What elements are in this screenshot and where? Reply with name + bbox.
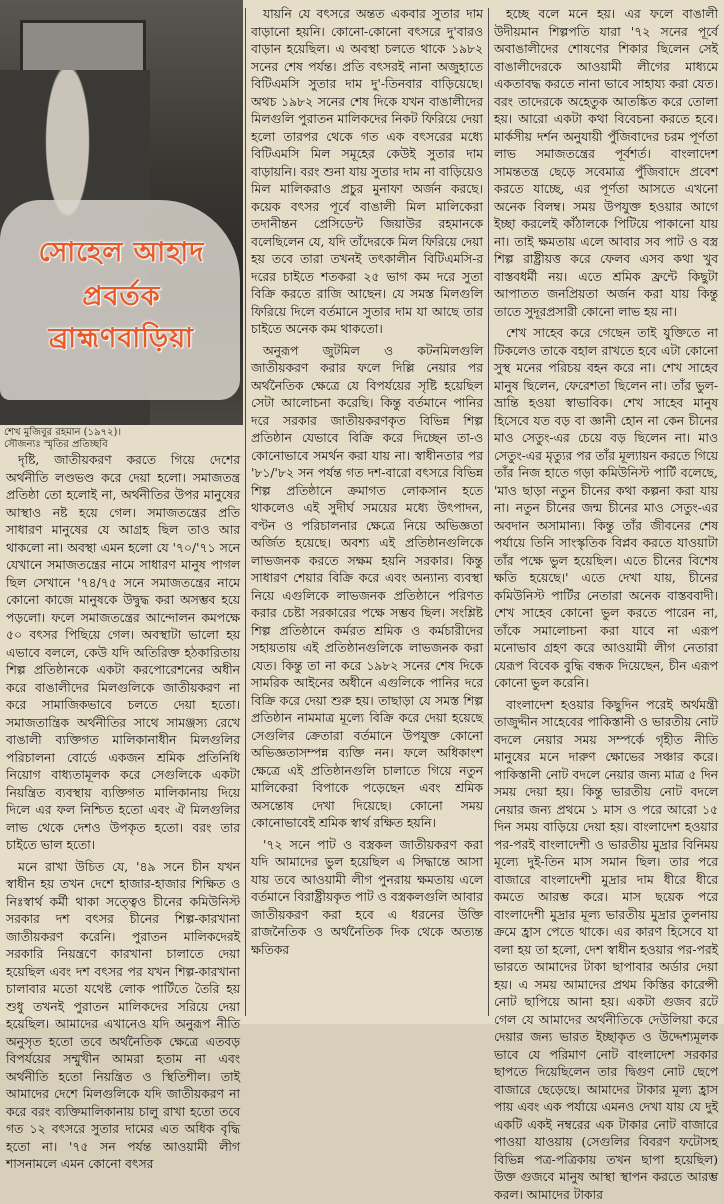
paragraph: যায়নি যে বৎসরে অন্তত একবার সুতার দাম বাড়ানো হয়নি। কোনো-কোনো বৎসরে দু'বারও বাড়ান হয়েছিল। এ অবস্থা চলতে থাকে ১৯৮২ সনের শেষ পর্যন্ত। প্রতি বৎসরই নানা অজুহাতে বিটিএমসি সুতার দাম দু'-তিনবার বাড়িয়েছে। অথচ ১৯৮২ সনের শেষ দিকে যখন বাঙালীদের মিলগুলি পুরাতন মালিকদের নিকট ফিরিয়ে দেয়া হলো তারপর থেকে গত এক বৎসরের মধ্যে বিটিএমসি মিল সমূহের কেউই সুতার দাম বাড়ায়নি। বরং শুনা যায় সুতার দাম না বাড়িয়েও মিল মালিকরাও প্রচুর মুনাফা অর্জন করছে। কয়েক বৎসর পূর্বে বাঙালী মিল মালিকেরা তদানীন্তন প্রেসিডেন্ট জিয়াউর রহমানকে বলেছিলেন যে, যদি তাঁদেরকে মিল ফিরিয়ে দেয়া হয় তবে তারা তখনই তৎকালীন বিটিএমসি-র দরের চাইতে শতকরা ২৫ ভাগ কম দরে সুতা বিক্রি করতে রাজি আছেন। যে সমস্ত মিলগুলি ফিরিয়ে দিলে বর্তমানে সুতার দাম যা আছে তার চাইতে অনেক কম থাকতো। bbox=[251, 6, 483, 339]
caption-line-2: সৌজন্যঃ স্মৃতির প্রতিচ্ছবি bbox=[4, 439, 240, 451]
photo-caption bbox=[4, 427, 240, 451]
paragraph: শেখ সাহেব করে গেছেন তাই যুক্তিতে না টিকলেও তাকে বহাল রাখতে হবে এটা কোনো সুস্থ মনের পরিচয় বহন করে না। শেখ সাহেব মানুষ ছিলেন, ফেরেশতা ছিলেন না। তাঁর ভুল-ভ্রান্তি হওয়া স্বাভাবিক। শেখ সাহেব মানুষ হিসেবে যত বড় বা জ্ঞানী হোন না কেন চীনের মাও সেতুং-এর চেয়ে বড় ছিলেন না। মাও সেতুং-এর মৃত্যুর পর তাঁর মূল্যায়ন করতে গিয়ে তাঁর নিজ হাতে গড়া কমিউনিস্ট পার্টি বলেছে, 'মাও ছাড়া নতুন চীনের কথা কল্পনা করা যায় না। নতুন চীনের জন্ম চীনের মাও সেতুং-এর অবদান অসামান্য। কিন্তু তাঁর জীবনের শেষ পর্যায়ে তিনি সাংস্কৃতিক বিপ্লব করতে যাওয়াটা তাঁর পক্ষে ভুল হয়েছিল। এতে চীনের বিশেষ ক্ষতি হয়েছে।' এতে দেখা যায়, চীনের কমিউনিস্ট পার্টির নেতারা অনেক বাস্তববাদী। শেখ সাহেব কোনো ভুল করতে পারেন না, তাঁকে সমালোচনা করা যাবে না এরূপ মনোভাব গ্রহণ করে আওয়ামী লীগ নেতারা যেরূপ বিবেক বুদ্ধি বন্ধক দিয়েছেন, চীন এরূপ কোনো ভুল করেনি। bbox=[494, 325, 718, 693]
paragraph: হচ্ছে বলে মনে হয়। এর ফলে বাঙালী উদীয়মান শিল্পপতি যারা '৭২ সনের পূর্বে অবাঙালীদের শোষণের শিকার ছিলেন সেই বাঙালীদেরকে আওয়ামী লীগের মাধ্যমে একতাবদ্ধ করতে নানা ভাবে সাহায্য করা যেত। বরং তাদেরকে অহেতুক আতঙ্কিত করে তোলা হয়। আরো একটা কথা বিবেচনা করতে হবে। মার্কসীয় দর্শন অনুযায়ী পুঁজিবাদের চরম পূর্ণতা লাভ সমাজতন্ত্রের পূর্বশর্ত। বাংলাদেশ সামন্ততন্ত্র ছেড়ে সবেমাত্র পুঁজিবাদে প্রবেশ করতে যাচ্ছে, এর পূর্ণতা আসতে এখনো অনেক বিলম্ব। সময় উপযুক্ত হওয়ার আগে ইচ্ছা করলেই কাঁঠালকে পিটিয়ে পাকানো যায় না। তাই ক্ষমতায় এলে আবার সব পাট ও বস্ত্র শিল্প রাষ্ট্রীয়ত্ত করে ফেলব এসব কথা খুব বাস্তবধর্মী নয়। এতে শ্রমিক ফ্রন্টে কিছুটা আপাতত জনপ্রিয়তা অর্জন করা যায় কিন্তু তাতে সুদূরপ্রসারী কোনো লাভ হয় না। bbox=[494, 6, 718, 321]
paragraph: মনে রাখা উচিত যে, '৪৯ সনে চীন যখন স্বাধীন হয় তখন দেশে হাজার-হাজার শিক্ষিত ও নিঃস্বার্থ কর্মী থাকা সত্ত্বেও চীনের কমিউনিস্ট সরকার দশ বৎসর চীনের শিল্প-কারখানা জাতীয়করণ করেনি। পুরাতন মালিকদেরই সরকারি নিয়ন্ত্রণে কারখানা চালাতে দেয়া হয়েছিল এবং দশ বৎসর পর যখন শিল্প-কারখানা চালাবার মতো যথেষ্ট লোক পার্টিতে তৈরি হয় শুধু তখনই পুরাতন মালিকদের সরিয়ে দেয়া হয়েছিল। আমাদের এখানেও যদি অনুরূপ নীতি অনুসৃত হতো তবে অর্থনৈতিক ক্ষেত্রে এতবড় বিপর্যয়ের সম্মুখীন আমরা হতাম না এবং অর্থনীতি হতো নিয়ন্ত্রিত ও স্থিতিশীল। তাই আমাদের দেশে মিলগুলিকে যদি জাতীয়করণ না করে বরং ব্যক্তিমালিকানায় চালু রাখা হতো তবে গত ১২ বৎসরে সুতার দামের এত অধিক বৃদ্ধি হতো না। '৭৫ সন পর্যন্ত আওয়ামী লীগ শাসনামলে এমন কোনো বৎসর bbox=[6, 859, 240, 1174]
portrait-photo bbox=[0, 0, 243, 425]
caption-line-1: শেখ মুজিবুর রহমান (১৯৭২)। bbox=[4, 427, 240, 439]
paragraph: '৭২ সনে পাট ও বস্ত্রকল জাতীয়করণ করা যদি আমাদের ভুল হয়েছিল এ সিদ্ধান্তে আসা যায় তবে আওয়ামী লীগ পুনরায় ক্ষমতায় এলে বর্তমানে বিরাষ্ট্রীয়কৃত পাট ও বস্ত্রকলগুলি আবার জাতীয়করণ করা হবে এ ধরনের উক্তি রাজনৈতিক ও অর্থনৈতিক দিক থেকে অত্যন্ত ক্ষতিকর bbox=[251, 837, 483, 960]
overlay-name: সোহেল আহাদ bbox=[0, 232, 243, 277]
overlay-place: ব্রাহ্মণবাড়িয়া bbox=[0, 318, 243, 363]
paragraph: অনুরূপ জুটমিল ও কটনমিলগুলি জাতীয়করণ করার ফলে দিল্লি নেয়ার পর অর্থনৈতিক ক্ষেত্রে যে বিপর্যয়ের সৃষ্টি হয়েছিল সেটা আলোচনা করেছি। কিন্তু বর্তমানে পানির দরে সরকার জাতীয়করণকৃত বিভিন্ন শিল্প প্রতিষ্ঠান যেভাবে বিক্রি করে দিচ্ছেন তা-ও কোনোভাবে সমর্থন করা যায় না। স্বাধীনতার পর '৮১/'৮২ সন পর্যন্ত গত দশ-বারো বৎসরে বিভিন্ন শিল্প প্রতিষ্ঠানে ক্রমাগত লোকসান হতে থাকলেও এই সুদীর্ঘ সময়ের মধ্যে উৎপাদন, বণ্টন ও পরিচালনার ক্ষেত্রে নিয়ে অভিজ্ঞতা অর্জিত হয়েছে। অবশ্য এই প্রতিষ্ঠানগুলিকে লাভজনক করতে সক্ষম হয়নি সরকার। কিন্তু সাধারণ শেয়ার বিক্রি করে এবং অন্যান্য ব্যবস্থা নিয়ে এগুলিকে লাভজনক প্রতিষ্ঠানে পরিণত করার চেষ্টা সরকারের পক্ষে সম্ভব ছিল। সংশ্লিষ্ট শিল্প প্রতিষ্ঠানে কর্মরত শ্রমিক ও কর্মচারীদের সহায়তায় এই প্রতিষ্ঠানগুলিকে লাভজনক করা যেত। কিন্তু তা না করে ১৯৮২ সনের শেষ দিকে সামরিক আইনের অধীনে এগুলিকে পানির দরে বিক্রি করে দেয়া শুরু হয়। তাছাড়া যে সমস্ত শিল্প প্রতিষ্ঠান নামমাত্র মূল্যে বিক্রি করে দেয়া হয়েছে সেগুলির ক্রেতারা বর্তমানে উপযুক্ত কোনো অভিজ্ঞতাসম্পন্ন ব্যক্তি নন। ফলে অধিকাংশ ক্ষেত্রে এই প্রতিষ্ঠানগুলি চালাতে গিয়ে নতুন মালিকেরা বিপাকে পড়েছেন এবং শ্রমিক অসন্তোষ দেখা দিয়েছে। কোনো সময় কোনোভাবেই শ্রমিক স্বার্থ রক্ষিত হয়নি। bbox=[251, 343, 483, 833]
paragraph: দৃষ্টি, জাতীয়করণ করতে গিয়ে দেশের অর্থনীতি লণ্ডভণ্ড করে দেয়া হলো। সমাজতন্ত্র প্রতিষ্ঠা তো হলোই না, অর্থনীতির উপর মানুষের আস্থাও নষ্ট হয়ে গেল। সমাজতন্ত্রের প্রতি সাধারণ মানুষের যে আগ্রহ ছিল তাও আর থাকলো না। অবস্থা এমন হলো যে '৭০/'৭১ সনে যেখানে সমাজতন্ত্রের নামে সাধারণ মানুষ পাগল ছিল সেখানে '৭৪/৭৫ সনে সমাজতন্ত্রের নামে কোনো কাজে মানুষকে উদ্বুদ্ধ করা অসম্ভব হয়ে পড়লো। ফলে সমাজতন্ত্রের আন্দোলন কমপক্ষে ৫০ বৎসর পিছিয়ে গেল। অবস্থাটা ভালো হয় এভাবে বললে, কেউ যদি অতিরিক্ত হঠকারিতায় শিল্প প্রতিষ্ঠানকে একটা করপোরেশনের অধীন করে বাঙালীদের মিলগুলিকে জাতীয়করণ না করে সামাজিকভাবে চলতে দেয়া হতো। সমাজতান্ত্রিক অর্থনীতির সাথে সামঞ্জস্য রেখে বাঙালী ব্যক্তিগত মালিকানাধীন মিলগুলির পরিচালনা বোর্ডে একজন শ্রমিক প্রতিনিধি নিয়োগ বাধ্যতামূলক করে সেগুলিকে একটা নিয়ন্ত্রিত ব্যবস্থায় ব্যক্তিগত মালিকানায় দিয়ে দিলে এর ফল নিশ্চিত হতো এবং ঐ মিলগুলির লাভ থেকে দেশও উপকৃত হতো। বরং তার চাইতে ভাল হতো। bbox=[6, 452, 240, 855]
column-1 bbox=[6, 452, 240, 1018]
paragraph: বাংলাদেশ হওয়ার কিছুদিন পরেই অর্থমন্ত্রী তাজুদ্দীন সাহেবের পাকিস্তানী ও ভারতীয় নোট বদলে নেয়ার সময় সম্পর্কে গৃহীত নীতি মানুষের মনে দারুণ ক্ষোভের সঞ্চার করে। পাকিস্তানী নোট বদলে নেয়ার জন্য মাত্র ৫ দিন সময় দেয়া হয়। কিন্তু ভারতীয় নোট বদলে নেয়ার জন্য প্রথমে ১ মাস ও পরে আরো ১৫ দিন সময় বাড়িয়ে দেয়া হয়। বাংলাদেশ হওয়ার পর-পরই বাংলাদেশী ও ভারতীয় মুদ্রার বিনিময় মূল্যে দুই-তিন মাস সমান ছিল। তার পরে বাজারে বাংলাদেশী মুদ্রার দাম ধীরে ধীরে কমতে আরম্ভ করে। মাস ছয়েক পরে বাংলাদেশী মুদ্রার মূল্য ভারতীয় মুদ্রার তুলনায় ক্রমে হ্রাস পেতে থাকে। এর কারণ হিসেবে যা বলা হয় তা হলো, দেশ স্বাধীন হওয়ার পর-পরই ভারতে আমাদের টাকা ছাপাবার অর্ডার দেয়া হয়। এ সময় আমাদের প্রথম কিস্তির কারেন্সী নোট ছাপিয়ে আনা হয়। একটা গুজব রটে গেল যে আমাদের অর্থনীতিকে দেউলিয়া করে দেয়ার জন্য ভারত ইচ্ছাকৃত ও উদ্দেশ্যমূলক ভাবে যে পরিমাণ নোট বাংলাদেশ সরকার ছাপতে দিয়েছিলেন তার দ্বিগুণ নোট ছেপে বাজারে ছেড়েছে। আমাদের টাকার মূল্য হ্রাস পায় এবং এক পর্যায়ে এমনও দেখা যায় যে দুই একটি একই নম্বরের এক টাকার নোট বাজারে পাওয়া যাওয়ায় (সেগুলির বিবরণ ফটোসহ বিভিন্ন পত্র-পত্রিকায় তখন ছাপা হয়েছিল) উক্ত গুজবে মানুষ আস্থা স্থাপন করতে আরম্ভ করল। আমাদের টাকার bbox=[494, 697, 718, 1204]
column-rule-2 bbox=[488, 8, 489, 1016]
column-3 bbox=[494, 6, 718, 1018]
column-2 bbox=[251, 6, 483, 1018]
overlay-title: প্রবর্তক bbox=[0, 276, 243, 321]
column-rule-1 bbox=[245, 8, 246, 1016]
